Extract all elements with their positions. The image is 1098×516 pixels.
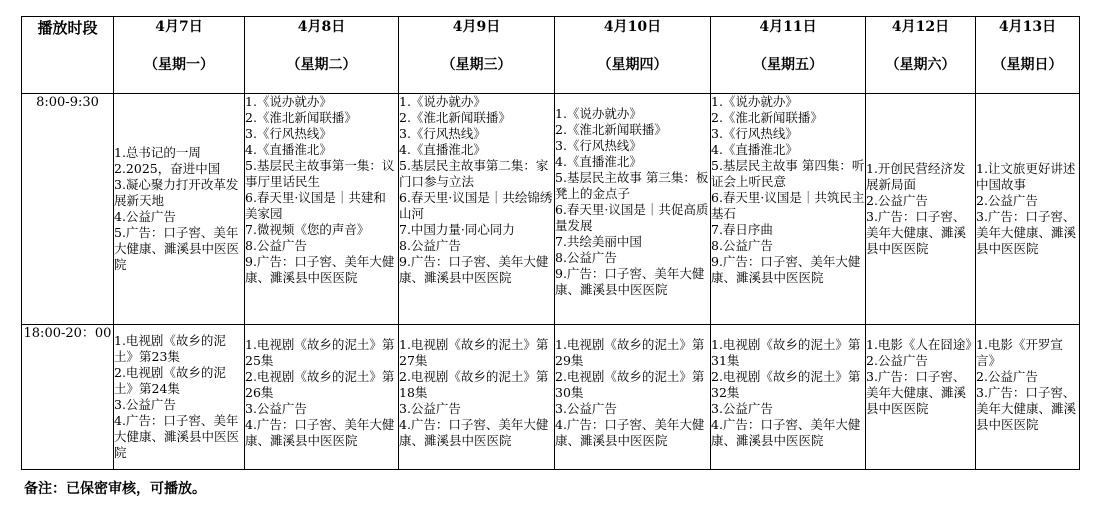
- program-item: 5.基层民主故事第一集：议事厅里话民生: [245, 158, 395, 189]
- day-date: 4月10日: [603, 19, 662, 35]
- program-item: 2.公益广告: [866, 353, 928, 368]
- program-item: 4.广告：口子窖、美年大健康、濉溪县中医医院: [114, 413, 240, 460]
- evening-row: [22, 325, 1080, 470]
- program-item: 1.电视剧《故乡的泥土》第27集: [399, 337, 549, 368]
- program-cell: [555, 94, 711, 325]
- time-slot-morning: 8:00-9:30: [22, 94, 114, 325]
- program-item: 7.共绘美丽中国: [555, 234, 642, 249]
- program-item: 2.电视剧《故乡的泥土》第30集: [555, 369, 705, 400]
- morning-row: [22, 94, 1080, 325]
- program-item: 2.电视剧《故乡的泥土》第24集: [114, 365, 226, 396]
- day-header-mon: [114, 17, 245, 94]
- program-item: 6.春天里·议国是｜共筑民主基石: [711, 190, 865, 221]
- program-item: 3.《行风热线》: [245, 126, 332, 141]
- program-item: 8.公益广告: [245, 238, 307, 253]
- program-item: 1.电影《开罗宣言》: [976, 337, 1063, 368]
- day-date: 4月8日: [297, 19, 346, 35]
- footer-note: 备注：已保密审核，可播放。: [24, 481, 206, 497]
- program-item: 8.公益广告: [399, 238, 461, 253]
- slot-header: 播放时段: [22, 17, 114, 94]
- program-item: 4.《直播淮北》: [555, 154, 642, 169]
- program-cell: [114, 325, 245, 470]
- program-item: 2.公益广告: [866, 193, 928, 208]
- program-item: 4.公益广告: [114, 209, 176, 224]
- program-item: 9.广告：口子窖、美年大健康、濉溪县中医医院: [399, 254, 549, 285]
- program-item: 7.春日序曲: [711, 222, 773, 237]
- program-cell: [976, 325, 1080, 470]
- program-item: 9.广告：口子窖、美年大健康、濉溪县中医医院: [245, 254, 395, 285]
- program-cell: [399, 325, 555, 470]
- day-date: 4月9日: [452, 19, 501, 35]
- program-cell: [866, 325, 976, 470]
- program-item: 3.《行风热线》: [711, 126, 798, 141]
- program-item: 1.开创民营经济发展新局面: [866, 161, 966, 192]
- program-item: 1.《说办就办》: [399, 94, 486, 109]
- program-cell: [399, 94, 555, 325]
- schedule-table: [21, 16, 1080, 470]
- day-header-wed: [399, 17, 555, 94]
- program-item: 8.公益广告: [555, 250, 617, 265]
- program-item: 2.电视剧《故乡的泥土》第26集: [245, 369, 395, 400]
- day-date: 4月11日: [759, 19, 817, 35]
- day-header-tue: [245, 17, 399, 94]
- program-item: 7.微视频《您的声音》: [245, 222, 370, 237]
- day-header-thu: [555, 17, 711, 94]
- program-item: 1.《说办就办》: [711, 94, 798, 109]
- program-item: 7.中国力量·同心同力: [399, 222, 515, 237]
- day-header-sat: [866, 17, 976, 94]
- day-weekday: （星期三）: [441, 57, 512, 73]
- program-item: 1.电视剧《故乡的泥土》第25集: [245, 337, 395, 368]
- day-date: 4月13日: [998, 19, 1057, 35]
- program-item: 4.广告：口子窖、美年大健康、濉溪县中医医院: [245, 417, 395, 448]
- program-item: 2.公益广告: [976, 193, 1038, 208]
- program-item: 3.公益广告: [245, 401, 307, 416]
- program-item: 2.2025，奋进中国: [114, 161, 221, 176]
- program-item: 1.电视剧《故乡的泥土》第31集: [711, 337, 861, 368]
- program-item: 2.《淮北新闻联播》: [245, 110, 357, 125]
- program-item: 5.基层民主故事 第四集：听证会上听民意: [711, 158, 865, 189]
- program-item: 3.公益广告: [711, 401, 773, 416]
- program-item: 3.广告：口子窖、美年大健康、濉溪县中医医院: [866, 369, 967, 416]
- day-weekday: （星期四）: [597, 57, 668, 73]
- program-item: 3.公益广告: [555, 401, 617, 416]
- program-item: 6.春天里·议国是｜共绘锦绣山河: [399, 190, 553, 221]
- program-item: 3.公益广告: [114, 397, 176, 412]
- program-item: 3.公益广告: [399, 401, 461, 416]
- program-item: 4.广告：口子窖、美年大健康、濉溪县中医医院: [555, 417, 705, 448]
- program-cell: [114, 94, 245, 325]
- program-item: 3.凝心聚力打开改革发展新天地: [114, 177, 239, 208]
- program-cell: [555, 325, 711, 470]
- program-item: 4.广告：口子窖、美年大健康、濉溪县中医医院: [711, 417, 861, 448]
- day-weekday: （星期六）: [885, 57, 956, 73]
- program-cell: [245, 325, 399, 470]
- program-item: 4.《直播淮北》: [711, 142, 798, 157]
- program-item: 1.电视剧《故乡的泥土》第29集: [555, 337, 705, 368]
- program-cell: [245, 94, 399, 325]
- program-item: 2.电视剧《故乡的泥土》第32集: [711, 369, 861, 400]
- day-weekday: （星期二）: [286, 57, 357, 73]
- program-item: 3.广告：口子窖、美年大健康、濉溪县中医医院: [976, 385, 1077, 432]
- program-item: 5.基层民主故事 第三集：板凳上的金点子: [555, 170, 709, 201]
- time-slot-evening: 18:00-20：00: [22, 325, 114, 470]
- day-weekday: （星期日）: [992, 57, 1063, 73]
- program-item: 3.《行风热线》: [399, 126, 486, 141]
- program-item: 5.基层民主故事第二集：家门口参与立法: [399, 158, 549, 189]
- header-row: [22, 17, 1080, 94]
- day-header-sun: [976, 17, 1080, 94]
- program-item: 1.让文旅更好讲述中国故事: [976, 161, 1076, 192]
- day-weekday: （星期一）: [144, 57, 214, 73]
- day-date: 4月7日: [155, 19, 203, 35]
- program-item: 6.春天里·议国是｜共促高质量发展: [555, 202, 709, 233]
- program-item: 1.总书记的一周: [114, 145, 201, 160]
- program-item: 3.广告：口子窖、美年大健康、濉溪县中医医院: [866, 209, 967, 256]
- program-cell: [976, 94, 1080, 325]
- program-item: 4.广告：口子窖、美年大健康、濉溪县中医医院: [399, 417, 549, 448]
- program-item: 9.广告：口子窖、美年大健康、濉溪县中医医院: [555, 266, 705, 297]
- program-item: 4.《直播淮北》: [399, 142, 486, 157]
- program-item: 4.《直播淮北》: [245, 142, 332, 157]
- program-item: 3.《行风热线》: [555, 138, 642, 153]
- program-item: 2.《淮北新闻联播》: [711, 110, 823, 125]
- program-item: 9.广告：口子窖、美年大健康、濉溪县中医医院: [711, 254, 861, 285]
- program-item: 6.春天里·议国是｜共建和美家园: [245, 190, 386, 221]
- program-item: 8.公益广告: [711, 238, 773, 253]
- program-item: 2.《淮北新闻联播》: [555, 122, 667, 137]
- program-cell: [866, 94, 976, 325]
- day-date: 4月12日: [891, 19, 950, 35]
- program-item: 2.《淮北新闻联播》: [399, 110, 511, 125]
- program-item: 1.电影《人在囧途》: [866, 337, 978, 352]
- program-item: 1.《说办就办》: [555, 106, 642, 121]
- program-item: 1.《说办就办》: [245, 94, 332, 109]
- program-item: 1.电视剧《故乡的泥土》第23集: [114, 333, 226, 364]
- program-item: 2.公益广告: [976, 369, 1038, 384]
- program-item: 2.电视剧《故乡的泥土》第18集: [399, 369, 549, 400]
- program-item: 3.广告：口子窖、美年大健康、濉溪县中医医院: [976, 209, 1077, 256]
- day-weekday: （星期五）: [753, 57, 823, 73]
- program-cell: [711, 325, 866, 470]
- program-cell: [711, 94, 866, 325]
- day-header-fri: [711, 17, 866, 94]
- program-item: 5.广告：口子窖、美年大健康、濉溪县中医医院: [114, 225, 240, 272]
